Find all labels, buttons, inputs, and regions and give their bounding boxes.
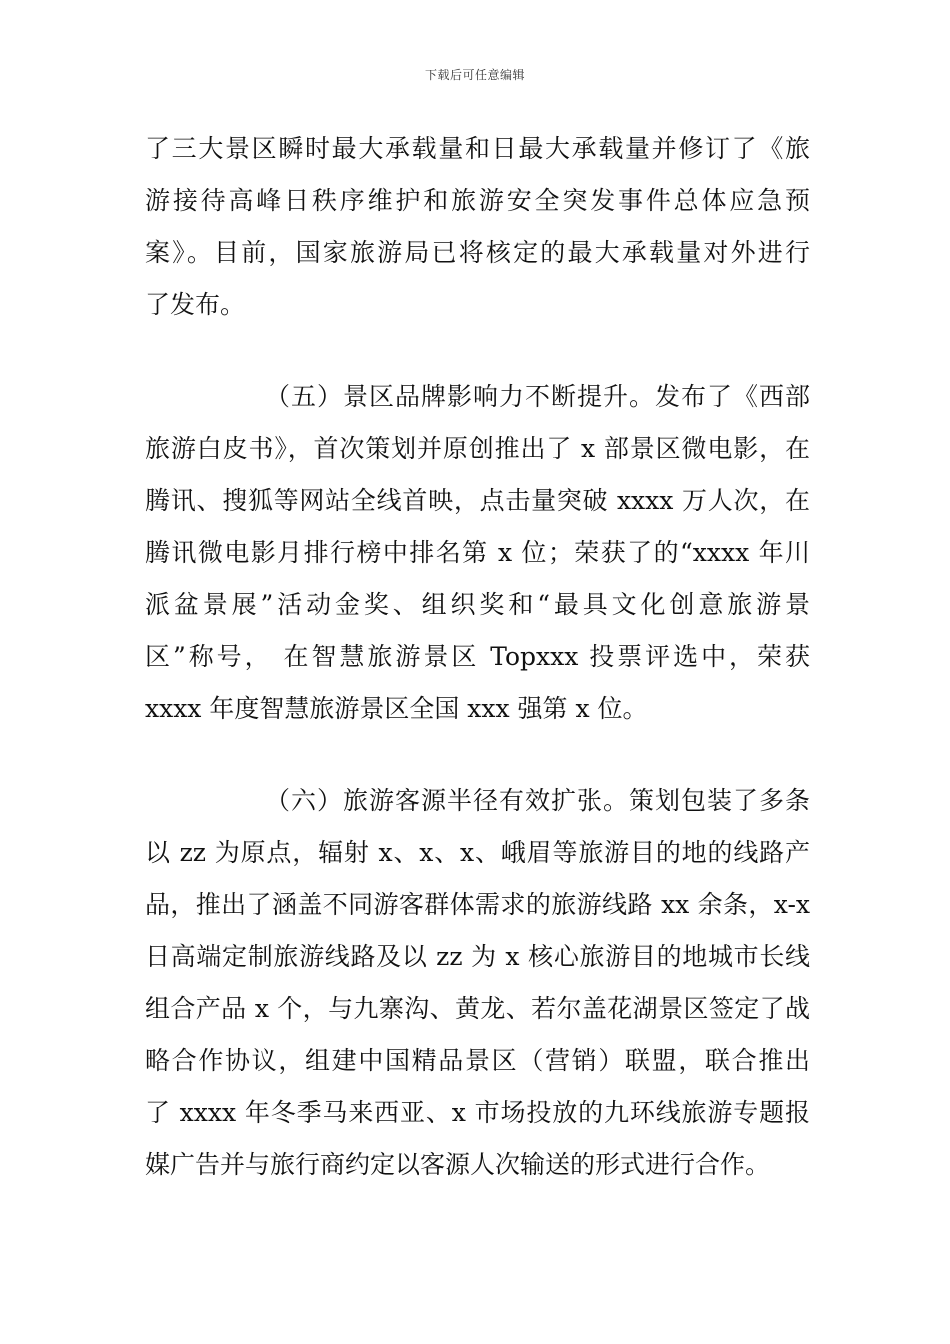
paragraph-line: 了发布。: [145, 290, 246, 319]
paragraph-line: 了 xxxx 年冬季马来西亚、x 市场投放的九环线旅游专题报: [145, 1098, 810, 1127]
paragraph-2: [145, 371, 810, 735]
page-header-note: 下载后可任意编辑: [424, 68, 525, 82]
paragraph-1: [145, 123, 810, 331]
paragraph-line: 派盆景展”活动金奖、组织奖和“最具文化创意旅游景: [145, 590, 810, 619]
paragraph-line: xxxx 年度智慧旅游景区全国 xxx 强第 x 位。: [145, 694, 648, 723]
paragraph-line: 略合作协议，组建中国精品景区（营销）联盟，联合推出: [145, 1046, 810, 1075]
paragraph-line: 日高端定制旅游线路及以 zz 为 x 核心旅游目的地城市长线: [145, 942, 810, 971]
paragraph-line: 以 zz 为原点，辐射 x、x、x、峨眉等旅游目的地的线路产: [145, 838, 810, 867]
paragraph-line: 腾讯、搜狐等网站全线首映，点击量突破 xxxx 万人次，在: [145, 486, 810, 515]
paragraph-line: （六）旅游客源半径有效扩张。策划包装了多条: [265, 786, 810, 815]
paragraph-line: 游接待高峰日秩序维护和旅游安全突发事件总体应急预: [145, 186, 810, 215]
paragraph-line: 案》。目前，国家旅游局已将核定的最大承载量对外进行: [145, 238, 810, 267]
paragraph-line: 了三大景区瞬时最大承载量和日最大承载量并修订了《旅: [145, 134, 810, 163]
paragraph-line: 旅游白皮书》，首次策划并原创推出了 x 部景区微电影，在: [145, 434, 810, 463]
paragraph-line: 组合产品 x 个，与九寨沟、黄龙、若尔盖花湖景区签定了战: [145, 994, 810, 1023]
paragraph-line: （五）景区品牌影响力不断提升。发布了《西部: [265, 382, 810, 411]
paragraph-line: 腾讯微电影月排行榜中排名第 x 位；荣获了的“xxxx 年川: [145, 538, 810, 567]
paragraph-line: 品，推出了涵盖不同游客群体需求的旅游线路 xx 余条，x-x: [145, 890, 810, 919]
paragraph-line: 区”称号， 在智慧旅游景区 Topxxx 投票评选中，荣获: [145, 642, 810, 671]
paragraph-3: [145, 775, 810, 1191]
paragraph-line: 媒广告并与旅行商约定以客源人次输送的形式进行合作。: [145, 1150, 771, 1179]
